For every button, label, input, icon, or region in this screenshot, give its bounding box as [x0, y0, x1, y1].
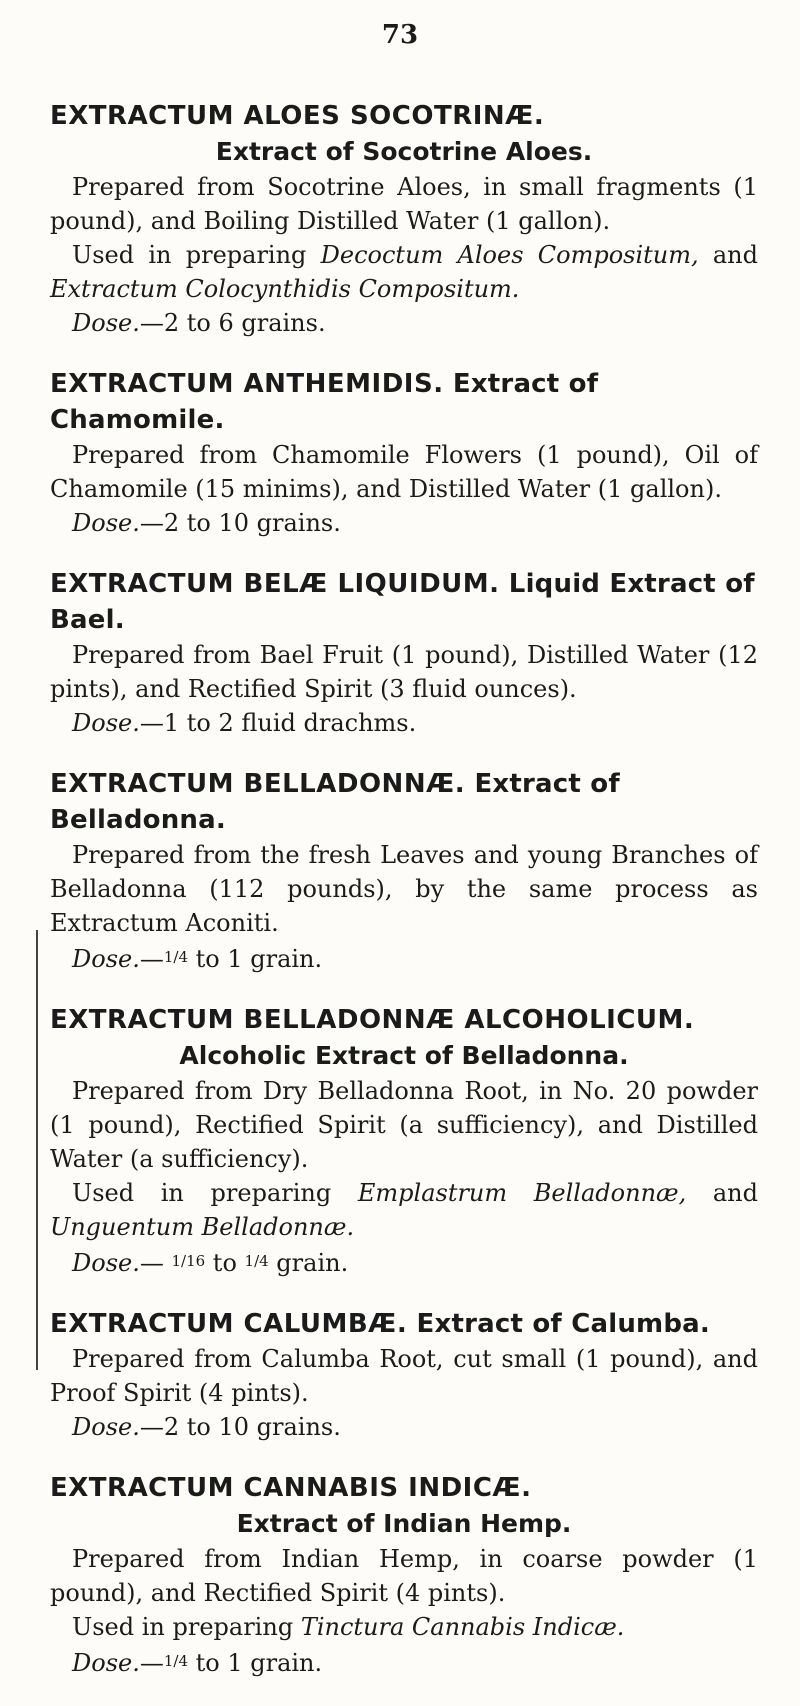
- entry-used-in: [50, 238, 758, 306]
- dose-fraction: 1/16: [171, 1252, 206, 1270]
- dose-value: to 1 grain.: [187, 1649, 323, 1677]
- entry-english-title: Liquid Extract of Bael.: [50, 569, 755, 635]
- entry-dose: [50, 940, 758, 976]
- used-prefix: Used in preparing: [72, 241, 321, 269]
- entry-english-title: Extract of Belladonna.: [50, 769, 620, 835]
- dose-fraction: 1/4: [244, 1252, 269, 1270]
- dose-fraction: 1/4: [163, 1652, 188, 1670]
- entry-heading: [50, 366, 758, 438]
- dose-dash: —: [139, 1649, 164, 1677]
- entry-english-title: Extract of Indian Hemp.: [236, 1509, 572, 1538]
- entry-dose: [50, 1644, 758, 1680]
- entry-cannabis-indicae: [50, 1470, 758, 1680]
- dose-value: —1 to 2 fluid drachms.: [139, 709, 417, 737]
- dose-value: —2 to 6 grains.: [139, 309, 326, 337]
- dose-label: Dose.: [72, 309, 140, 337]
- page-content: [50, 98, 758, 1706]
- dose-label: Dose.: [72, 709, 140, 737]
- entry-heading: [50, 1002, 758, 1038]
- entry-preparation: Prepared from Indian Hemp, in coarse powder (1 pound), and Rectified Spirit (4 pints).: [50, 1545, 758, 1607]
- entry-preparation: Prepared from Bael Fruit (1 pound), Distilled Water (12 pints), and Rectified Spirit (3 fluid ounces).: [50, 641, 758, 703]
- entry-heading: [50, 766, 758, 838]
- page-number: 73: [381, 20, 419, 50]
- used-item: Tinctura Cannabis Indicæ.: [300, 1613, 625, 1641]
- entry-dose: [50, 306, 758, 340]
- entry-belladonnae: [50, 766, 758, 976]
- used-prefix: Used in preparing: [72, 1179, 358, 1207]
- entry-used-in: [50, 1610, 758, 1644]
- entry-aloes: [50, 98, 758, 340]
- entry-anthemidis: [50, 366, 758, 540]
- used-item: Extractum Colocynthidis Compositum.: [50, 275, 520, 303]
- dose-value: —2 to 10 grains.: [139, 1413, 341, 1441]
- used-item: Decoctum Aloes Compositum,: [320, 241, 699, 269]
- used-item: Emplastrum Belladonnæ,: [357, 1179, 687, 1207]
- dose-dash: —: [139, 1249, 172, 1277]
- entry-english-title: Extract of Calumba.: [416, 1309, 710, 1339]
- dose-value: to 1 grain.: [187, 945, 323, 973]
- entry-english-title: Alcoholic Extract of Belladonna.: [179, 1041, 629, 1070]
- used-joiner: and: [698, 241, 758, 269]
- dose-label: Dose.: [72, 1413, 140, 1441]
- entry-latin-title: EXTRACTUM CANNABIS INDICÆ.: [50, 1473, 532, 1503]
- dose-dash: —: [139, 945, 164, 973]
- used-item: Unguentum Belladonnæ.: [50, 1213, 355, 1241]
- entry-latin-title: EXTRACTUM ALOES SOCOTRINÆ.: [50, 101, 545, 131]
- entry-heading: [50, 566, 758, 638]
- entry-latin-title: EXTRACTUM BELÆ LIQUIDUM.: [50, 569, 500, 599]
- entry-used-in: [50, 1176, 758, 1244]
- entry-latin-title: EXTRACTUM BELLADONNÆ ALCOHOLICUM.: [50, 1005, 695, 1035]
- entry-preparation: Prepared from Chamomile Flowers (1 pound), Oil of Chamomile (15 minims), and Distilled Water (1 gallon).: [50, 441, 758, 503]
- entry-dose: [50, 1410, 758, 1444]
- entry-dose: [50, 706, 758, 740]
- entry-preparation: Prepared from Calumba Root, cut small (1 pound), and Proof Spirit (4 pints).: [50, 1345, 758, 1407]
- dose-value: grain.: [268, 1249, 349, 1277]
- entry-preparation: Prepared from the fresh Leaves and young Branches of Belladonna (112 pounds), by the same process as Extractum Aconiti.: [50, 841, 758, 937]
- entry-belae-liquidum: [50, 566, 758, 740]
- dose-label: Dose.: [72, 1249, 140, 1277]
- used-joiner: and: [686, 1179, 758, 1207]
- dose-value: —2 to 10 grains.: [139, 509, 341, 537]
- entry-belladonnae-alcoholicum: [50, 1002, 758, 1280]
- entry-dose: [50, 1244, 758, 1280]
- entry-latin-title: EXTRACTUM BELLADONNÆ.: [50, 769, 466, 799]
- entry-calumbae: [50, 1306, 758, 1444]
- entry-english-title: Extract of Socotrine Aloes.: [215, 137, 593, 166]
- entry-latin-title: EXTRACTUM ANTHEMIDIS.: [50, 369, 444, 399]
- used-prefix: Used in preparing: [72, 1613, 301, 1641]
- dose-fraction: 1/4: [163, 948, 188, 966]
- entry-english-title: Extract of Chamomile.: [50, 369, 599, 435]
- entry-heading: [50, 98, 758, 134]
- dose-label: Dose.: [72, 509, 140, 537]
- entry-dose: [50, 506, 758, 540]
- dose-label: Dose.: [72, 945, 140, 973]
- entry-heading: [50, 1470, 758, 1506]
- dose-label: Dose.: [72, 1649, 140, 1677]
- dose-joiner: to: [205, 1249, 245, 1277]
- entry-latin-title: EXTRACTUM CALUMBÆ.: [50, 1309, 408, 1339]
- entry-preparation: Prepared from Dry Belladonna Root, in No. 20 powder (1 pound), Rectified Spirit (a sufficiency), and Distilled Water (a sufficiency).: [50, 1077, 758, 1173]
- entry-preparation: Prepared from Socotrine Aloes, in small fragments (1 pound), and Boiling Distilled Water (1 gallon).: [50, 173, 758, 235]
- margin-rule: [36, 930, 38, 1370]
- entry-heading: [50, 1306, 758, 1342]
